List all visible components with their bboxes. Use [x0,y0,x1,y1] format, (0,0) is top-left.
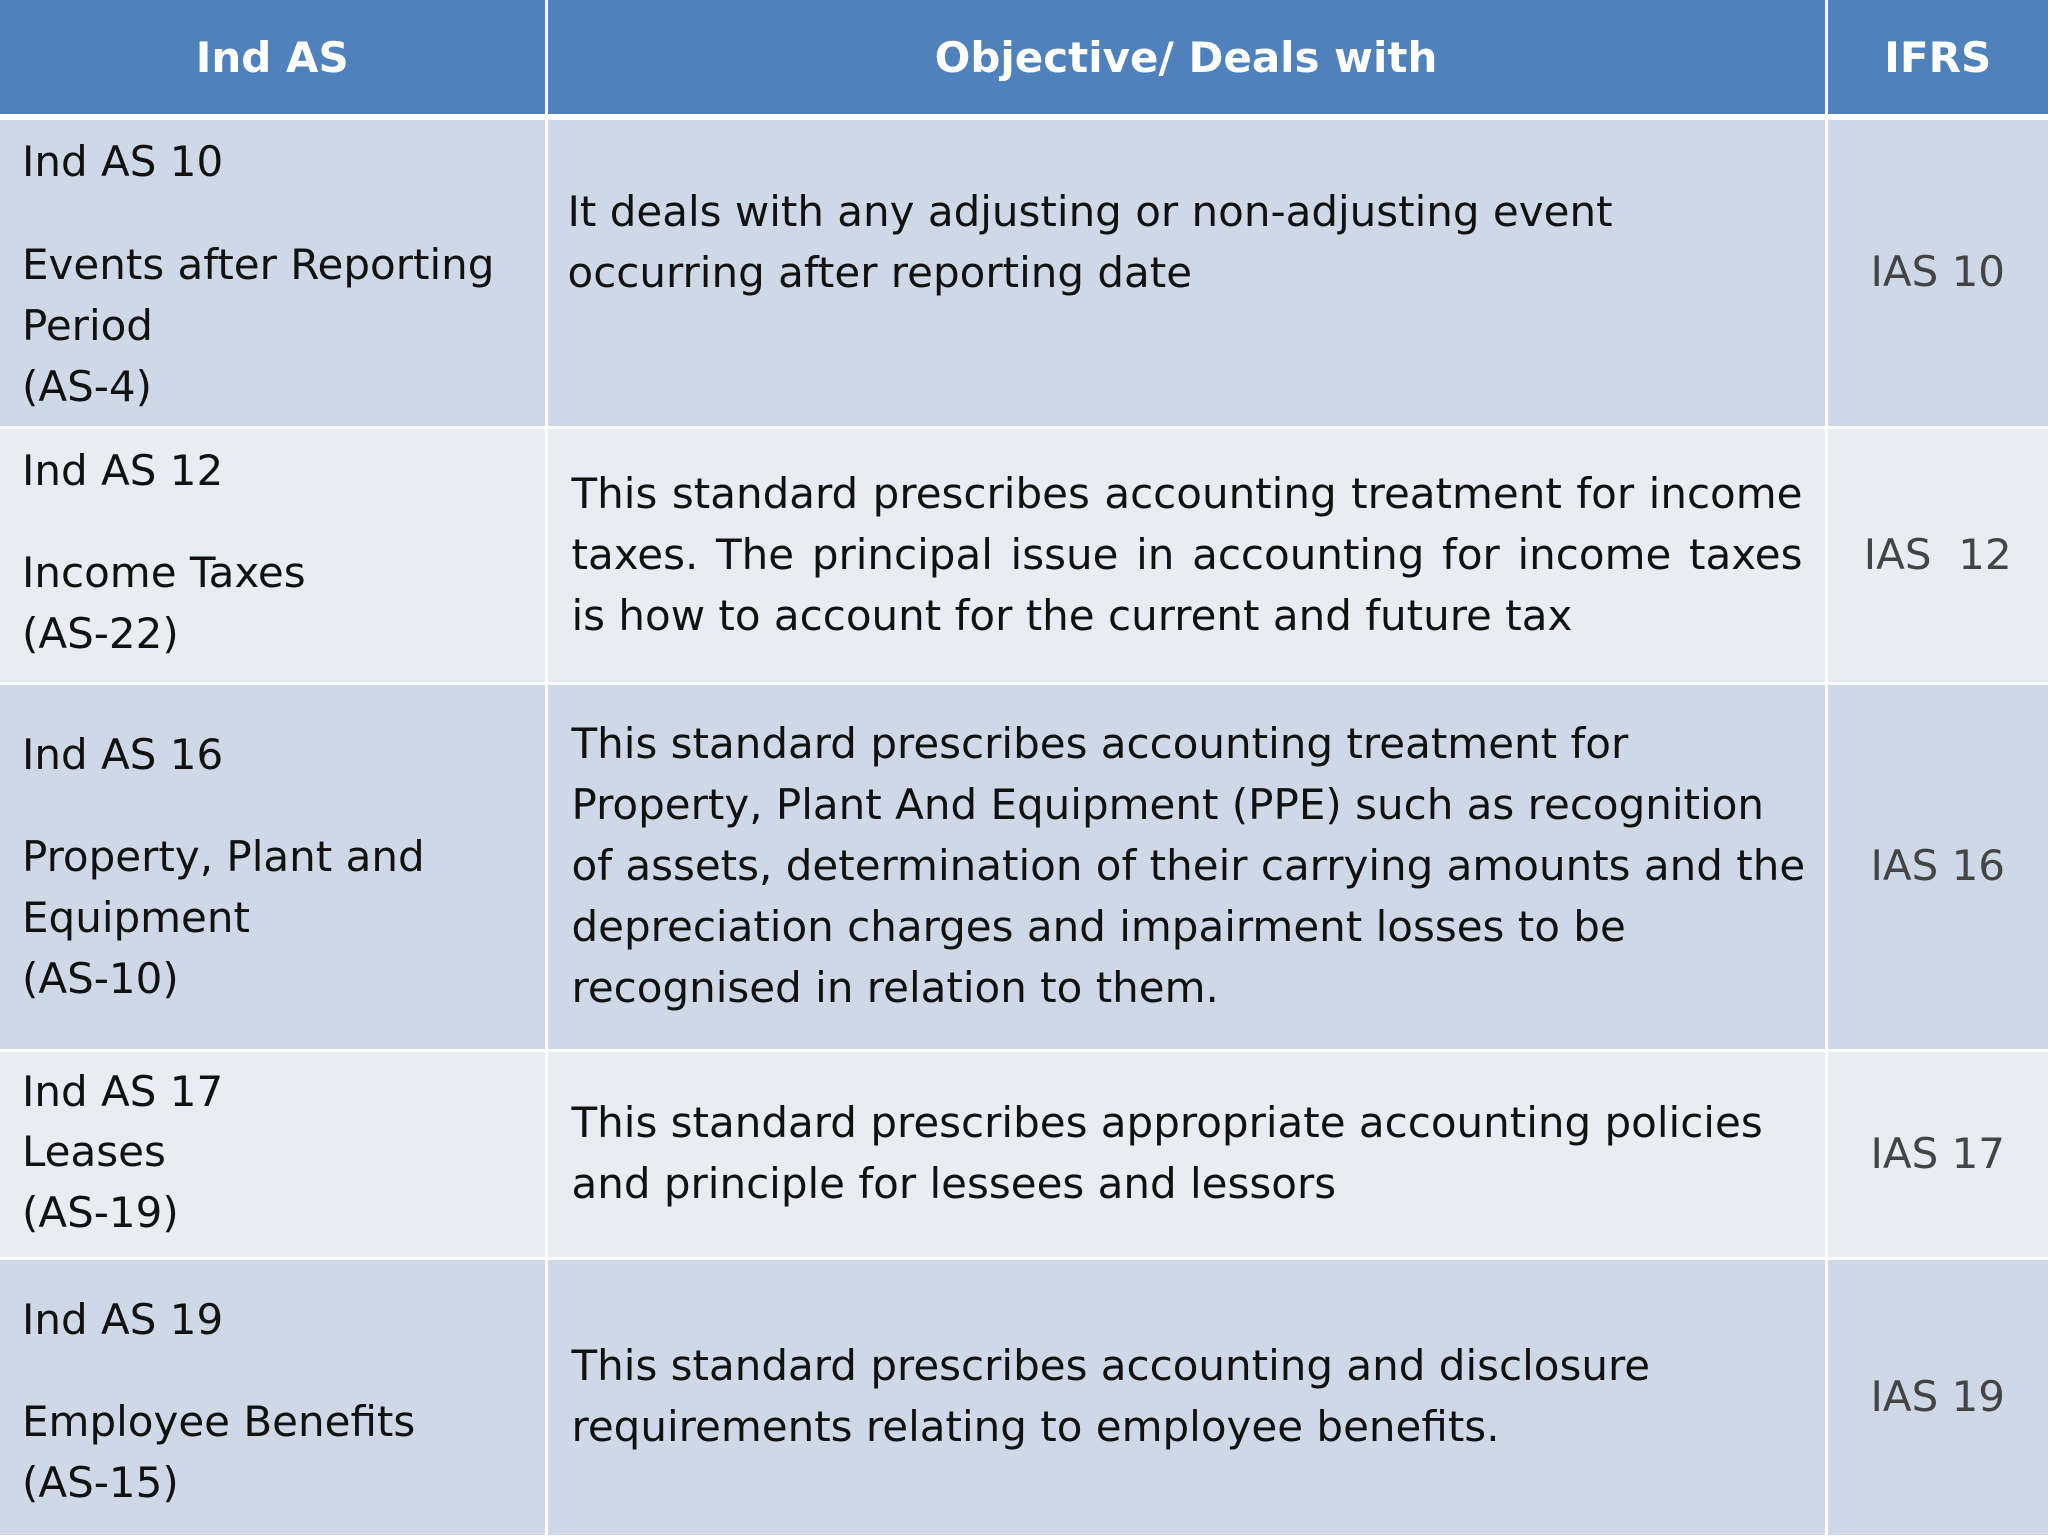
as-reference: (AS-15) [22,1458,179,1508]
table-row [0,117,2048,427]
ind-as-code: Ind AS 10 [22,137,224,186]
header-row [0,0,2048,117]
table-row [0,1050,2048,1258]
standard-name: Events after Reporting Period [22,239,495,350]
table-row [0,427,2048,683]
header-objective: Objective/ Deals with [546,0,1826,117]
header-ind-as: Ind AS [0,0,546,117]
as-reference: (AS-4) [22,361,153,411]
standard-name: Employee Benefits [22,1397,416,1447]
objective-cell: This standard prescribes accounting and disclosure requirements relating to employee benefits. [546,1258,1826,1536]
as-reference: (AS-22) [22,609,179,659]
ind-as-cell [0,427,546,683]
objective-cell: This standard prescribes accounting treatment for income taxes. The principal issue in accounting for income taxes is how to account for the current and future tax [546,427,1826,683]
standard-name: Property, Plant and Equipment [22,832,425,943]
ind-as-cell [0,117,546,427]
ind-as-code: Ind AS 19 [22,1294,224,1344]
objective-cell: It deals with any adjusting or non-adjusting event occurring after reporting date [546,117,1826,427]
as-reference: (AS-19) [22,1188,179,1238]
ind-as-code: Ind AS 16 [22,729,224,779]
header-ifrs: IFRS [1826,0,2048,117]
standard-name: Income Taxes [22,548,306,598]
ind-as-cell [0,1050,546,1258]
ifrs-cell: IAS 12 [1826,427,2048,683]
ind-as-cell [0,1258,546,1536]
ifrs-cell: IAS 10 [1826,117,2048,427]
ind-as-cell [0,683,546,1050]
as-reference: (AS-10) [22,954,179,1004]
table-row [0,1258,2048,1536]
ifrs-cell: IAS 16 [1826,683,2048,1050]
table-row [0,683,2048,1050]
ind-as-code: Ind AS 17 [22,1066,224,1116]
standard-name: Leases [22,1127,166,1177]
objective-cell: This standard prescribes appropriate accounting policies and principle for lessees and lessors [546,1050,1826,1258]
objective-cell: This standard prescribes accounting treatment for Property, Plant And Equipment (PPE) such as recognition of assets, determination of their carrying amounts and the depreciation charges and impairment losses to be recognised in relation to them. [546,683,1826,1050]
ifrs-cell: IAS 19 [1826,1258,2048,1536]
ifrs-cell: IAS 17 [1826,1050,2048,1258]
ind-as-code: Ind AS 12 [22,445,224,495]
